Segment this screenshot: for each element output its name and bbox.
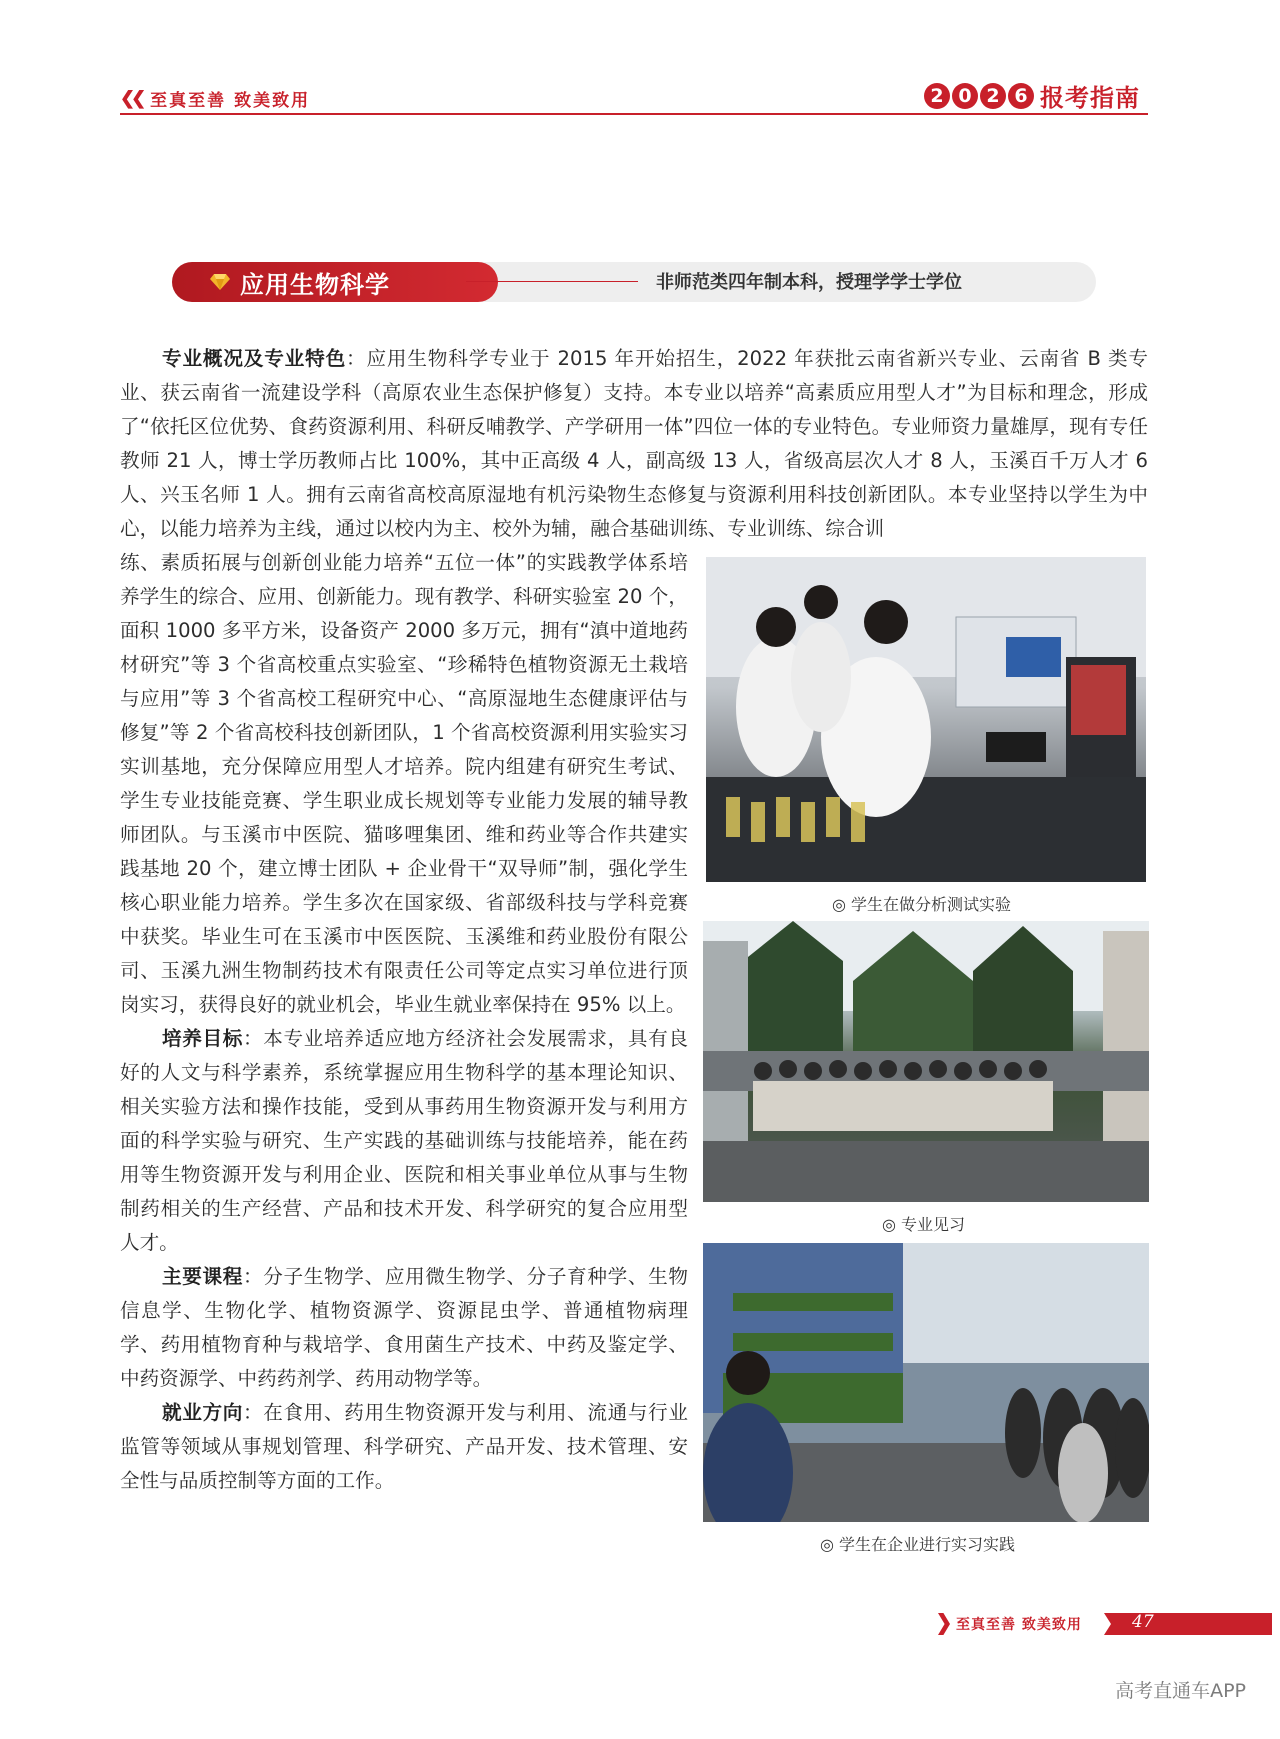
- career-term: 就业方向: [162, 1401, 244, 1424]
- year-digit: 2: [924, 83, 950, 109]
- group-photo-illustration: [703, 921, 1149, 1202]
- section-subtitle: 非师范类四年制本科，授理学学士学位: [656, 272, 962, 293]
- chevron-right-icon: [938, 1613, 950, 1635]
- goal-term: 培养目标: [162, 1027, 244, 1050]
- lab-photo-illustration: [706, 557, 1146, 882]
- photo-caption-2: ◎ 专业见习: [882, 1215, 966, 1234]
- section-banner: [172, 262, 498, 302]
- header-motto-group: [120, 86, 310, 111]
- year-digit: 0: [952, 83, 978, 109]
- watermark: 高考直通车APP: [1115, 1680, 1246, 1702]
- footer-motto: 至真至善 致美致用: [956, 1617, 1082, 1633]
- double-chevron-left-icon: ❮❮: [120, 88, 143, 109]
- overview-body-full: ：应用生物科学专业于 2015 年开始招生，2022 年获批云南省新兴专业、云南省 B 类专业、获云南省一流建设学科（高原农业生态保护修复）支持。本专业以培养“高素质应用型人才”为目标和理念，形成了“依托区位优势、食药资源利用、科研反哺教学、产学研用一体”四位一体的专业特色。专业师资力量雄厚，现有专任教师 21 人，博士学历教师占比 100%，其中正高级 4 人，副高级 13 人，省级高层次人才 8 人，玉溪百千万人才 6 人、兴玉名师 1 人。拥有云南省高校高原湿地有机污染物生态修复与资源利用科技创新团队。本专业坚持以学生为中心，以能力培养为主线，通过以校内为主、校外为辅，融合基础训练、专业训练、综合训: [120, 347, 1149, 540]
- guide-title: 报考指南: [1040, 84, 1140, 112]
- photo-caption-1: ◎ 学生在做分析测试实验: [832, 895, 1012, 914]
- page-number: 47: [1132, 1612, 1154, 1632]
- section-title: 应用生物科学: [240, 270, 390, 299]
- courses-term: 主要课程: [162, 1265, 244, 1288]
- gem-icon: [210, 274, 230, 290]
- career-body: ：在食用、药用生物资源开发与利用、流通与行业监管等领域从事规划管理、科学研究、产品开发、技术管理、安全性与品质控制等方面的工作。: [120, 1401, 689, 1492]
- header-divider: [120, 113, 1148, 115]
- header-guide-group: [924, 78, 1140, 113]
- banner-rule: [466, 281, 638, 282]
- goal-paragraph: [120, 1022, 688, 1260]
- year-digit: 6: [1008, 83, 1034, 109]
- photo-caption-3: ◎ 学生在企业进行实习实践: [820, 1535, 1016, 1554]
- greenhouse-photo: [703, 1243, 1149, 1522]
- overview-term: 专业概况及专业特色: [162, 347, 347, 370]
- overview-paragraph-narrow: [120, 546, 688, 1022]
- overview-paragraph-full: [120, 342, 1148, 546]
- career-paragraph: [120, 1396, 688, 1498]
- goal-body: ：本专业培养适应地方经济社会发展需求，具有良好的人文与科学素养，系统掌握应用生物科学的基本理论知识、相关实验方法和操作技能，受到从事药用生物资源开发与利用方面的科学实验与研究、生产实践的基础训练与技能培养，能在药用等生物资源开发与利用企业、医院和相关事业单位从事与生物制药相关的生产经营、产品和技术开发、科学研究的复合应用型人才。: [120, 1027, 689, 1254]
- greenhouse-photo-illustration: [703, 1243, 1149, 1522]
- year-badge: [924, 83, 1034, 109]
- lab-photo: [706, 557, 1146, 882]
- courses-paragraph: [120, 1260, 688, 1396]
- courses-body: ：分子生物学、应用微生物学、分子育种学、生物信息学、生物化学、植物资源学、资源昆虫学、普通植物病理学、药用植物育种与栽培学、食用菌生产技术、中药及鉴定学、中药资源学、中药药剂学、药用动物学等。: [120, 1265, 689, 1390]
- year-digit: 2: [980, 83, 1006, 109]
- overview-body-narrow: 练、素质拓展与创新创业能力培养“五位一体”的实践教学体系培养学生的综合、应用、创新能力。现有教学、科研实验室 20 个，面积 1000 多平方米，设备资产 2000 多万元，拥有“滇中道地药材研究”等 3 个省高校重点实验室、“珍稀特色植物资源无土栽培与应用”等 3 个省高校工程研究中心、“高原湿地生态健康评估与修复”等 2 个省高校科技创新团队，1 个省高校资源利用实验实习实训基地，充分保障应用型人才培养。院内组建有研究生考试、学生专业技能竞赛、学生职业成长规划等专业能力发展的辅导教师团队。与玉溪市中医院、猫哆哩集团、维和药业等合作共建实践基地 20 个，建立博士团队 + 企业骨干“双导师”制，强化学生核心职业能力培养。学生多次在国家级、省部级科技与学科竞赛中获奖。毕业生可在玉溪市中医医院、玉溪维和药业股份有限公司、玉溪九洲生物制药技术有限责任公司等定点实习单位进行顶岗实习，获得良好的就业机会，毕业生就业率保持在 95% 以上。: [120, 551, 688, 1016]
- footer-motto-group: [938, 1613, 1082, 1635]
- left-column: [120, 546, 688, 1498]
- group-photo: [703, 921, 1149, 1202]
- header-motto: 至真至善 致美致用: [150, 91, 311, 111]
